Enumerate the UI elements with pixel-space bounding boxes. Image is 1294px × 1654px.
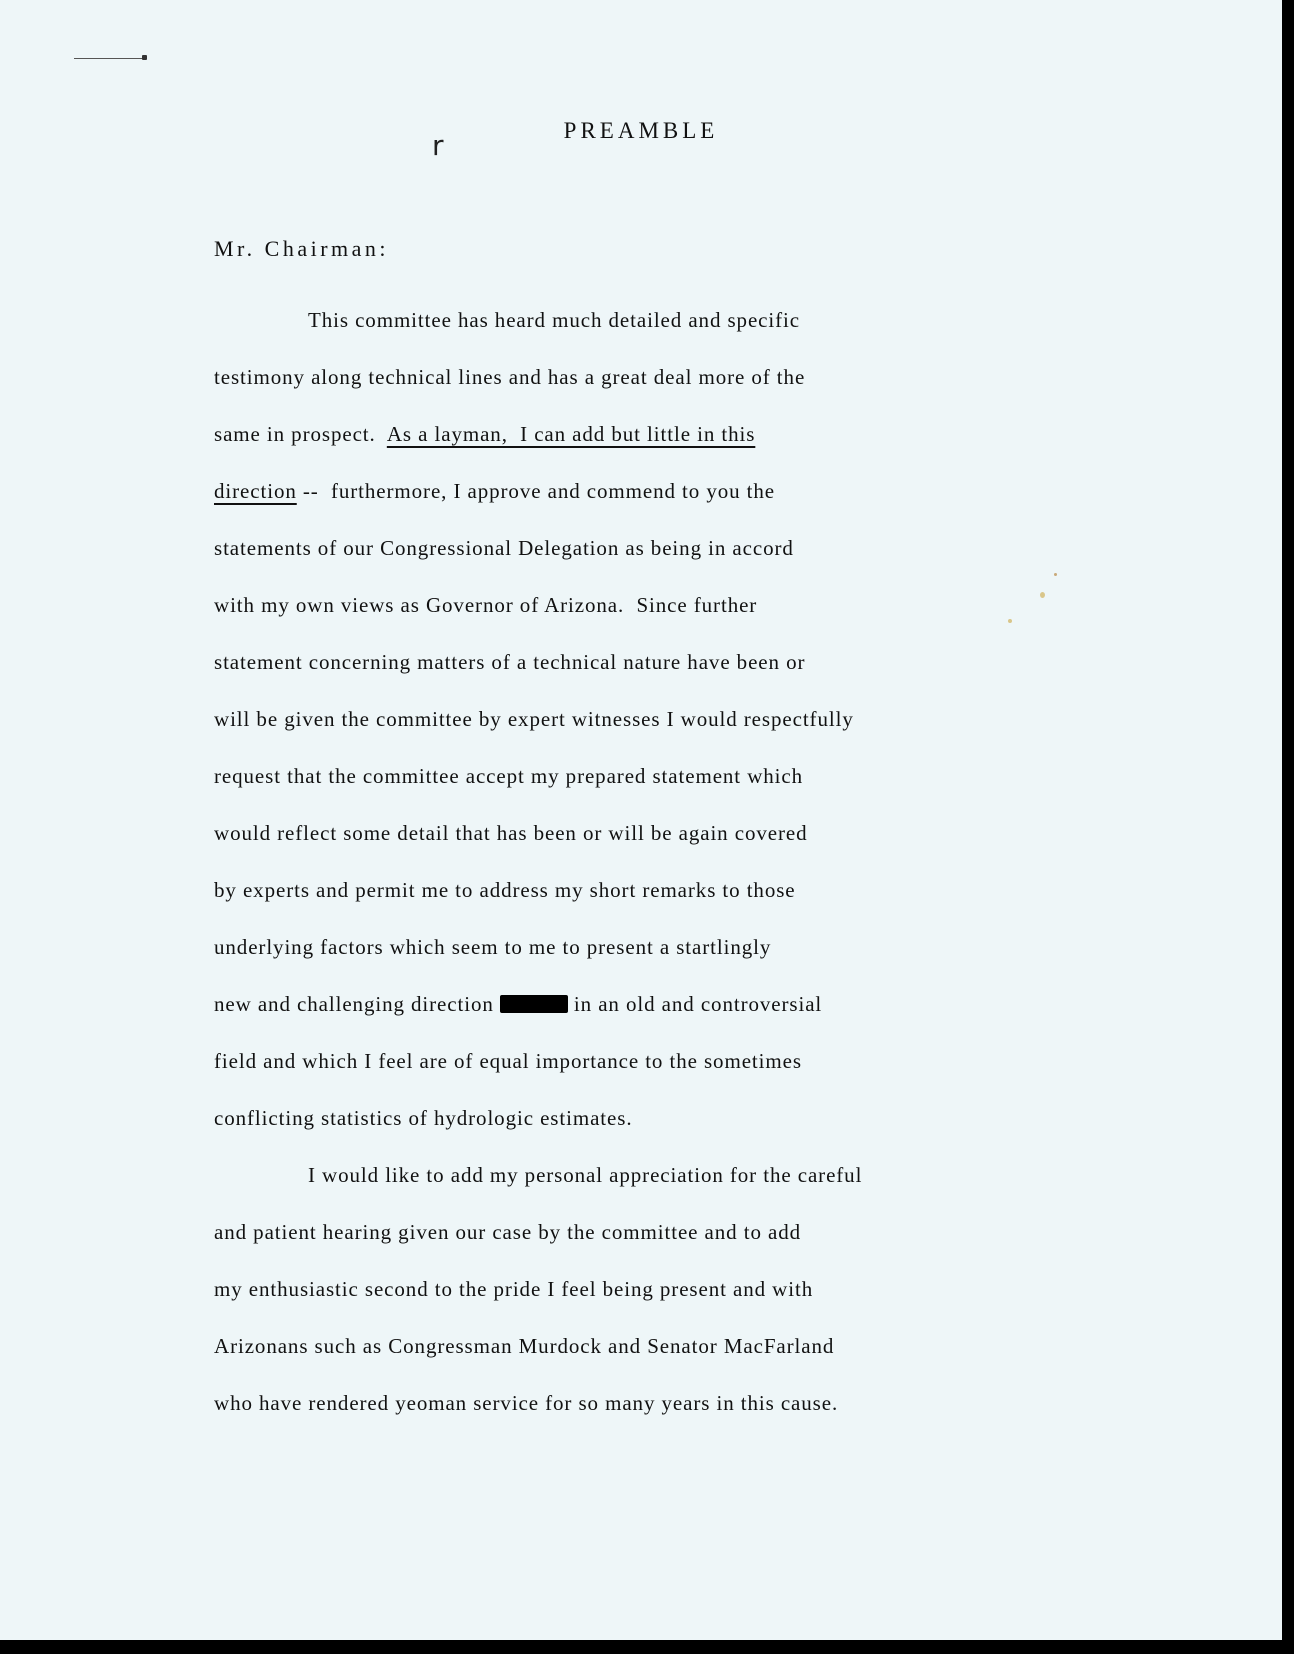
salutation: Mr. Chairman:	[214, 236, 390, 261]
pen-mark-r: r	[432, 129, 444, 162]
paragraph-1-line: new and challenging direction in an old and controversial	[214, 992, 823, 1016]
paragraph-1-line: would reflect some detail that has been or will be again covered	[214, 821, 808, 845]
paragraph-2-line: my enthusiastic second to the pride I feel being present and with	[214, 1277, 814, 1301]
paragraph-1-line: will be given the committee by expert witnesses I would respectfully	[214, 707, 854, 731]
underlined-text: direction	[214, 479, 297, 503]
paragraph-1-line: underlying factors which seem to me to present a startlingly	[214, 935, 772, 959]
paper-stain	[1040, 592, 1045, 598]
paragraph-1-line: field and which I feel are of equal importance to the sometimes	[214, 1049, 802, 1073]
paragraph-2-line: I would like to add my personal appreciation for the careful	[308, 1163, 863, 1187]
paragraph-2-line: who have rendered yeoman service for so many years in this cause.	[214, 1391, 839, 1415]
paragraph-1-line: same in prospect. As a layman, I can add but little in this	[214, 422, 756, 446]
paragraph-1-line: statements of our Congressional Delegation as being in accord	[214, 536, 794, 560]
paragraph-2-line: Arizonans such as Congressman Murdock and Senator MacFarland	[214, 1334, 835, 1358]
paragraph-1-line: testimony along technical lines and has a great deal more of the	[214, 365, 806, 389]
paragraph-1-line: with my own views as Governor of Arizona. Since further	[214, 593, 758, 617]
paper-stain	[1054, 573, 1057, 576]
document-title: PREAMBLE	[563, 118, 719, 143]
paper-stain	[1008, 619, 1012, 623]
underlined-text: As a layman, I can add but little in this	[386, 422, 756, 446]
document-body	[214, 292, 1084, 1432]
paragraph-1-line: request that the committee accept my prepared statement which	[214, 764, 804, 788]
paragraph-1-line: This committee has heard much detailed and specific	[308, 308, 800, 332]
paragraph-1-line: by experts and permit me to address my short remarks to those	[214, 878, 796, 902]
paragraph-1-line: conflicting statistics of hydrologic estimates.	[214, 1106, 633, 1130]
paragraph-1-line: direction -- furthermore, I approve and commend to you the	[214, 479, 776, 503]
paragraph-2-line: and patient hearing given our case by the committee and to add	[214, 1220, 802, 1244]
paragraph-1-line: statement concerning matters of a technical nature have been or	[214, 650, 806, 674]
redaction-mark	[500, 995, 568, 1013]
pen-mark	[70, 54, 150, 62]
